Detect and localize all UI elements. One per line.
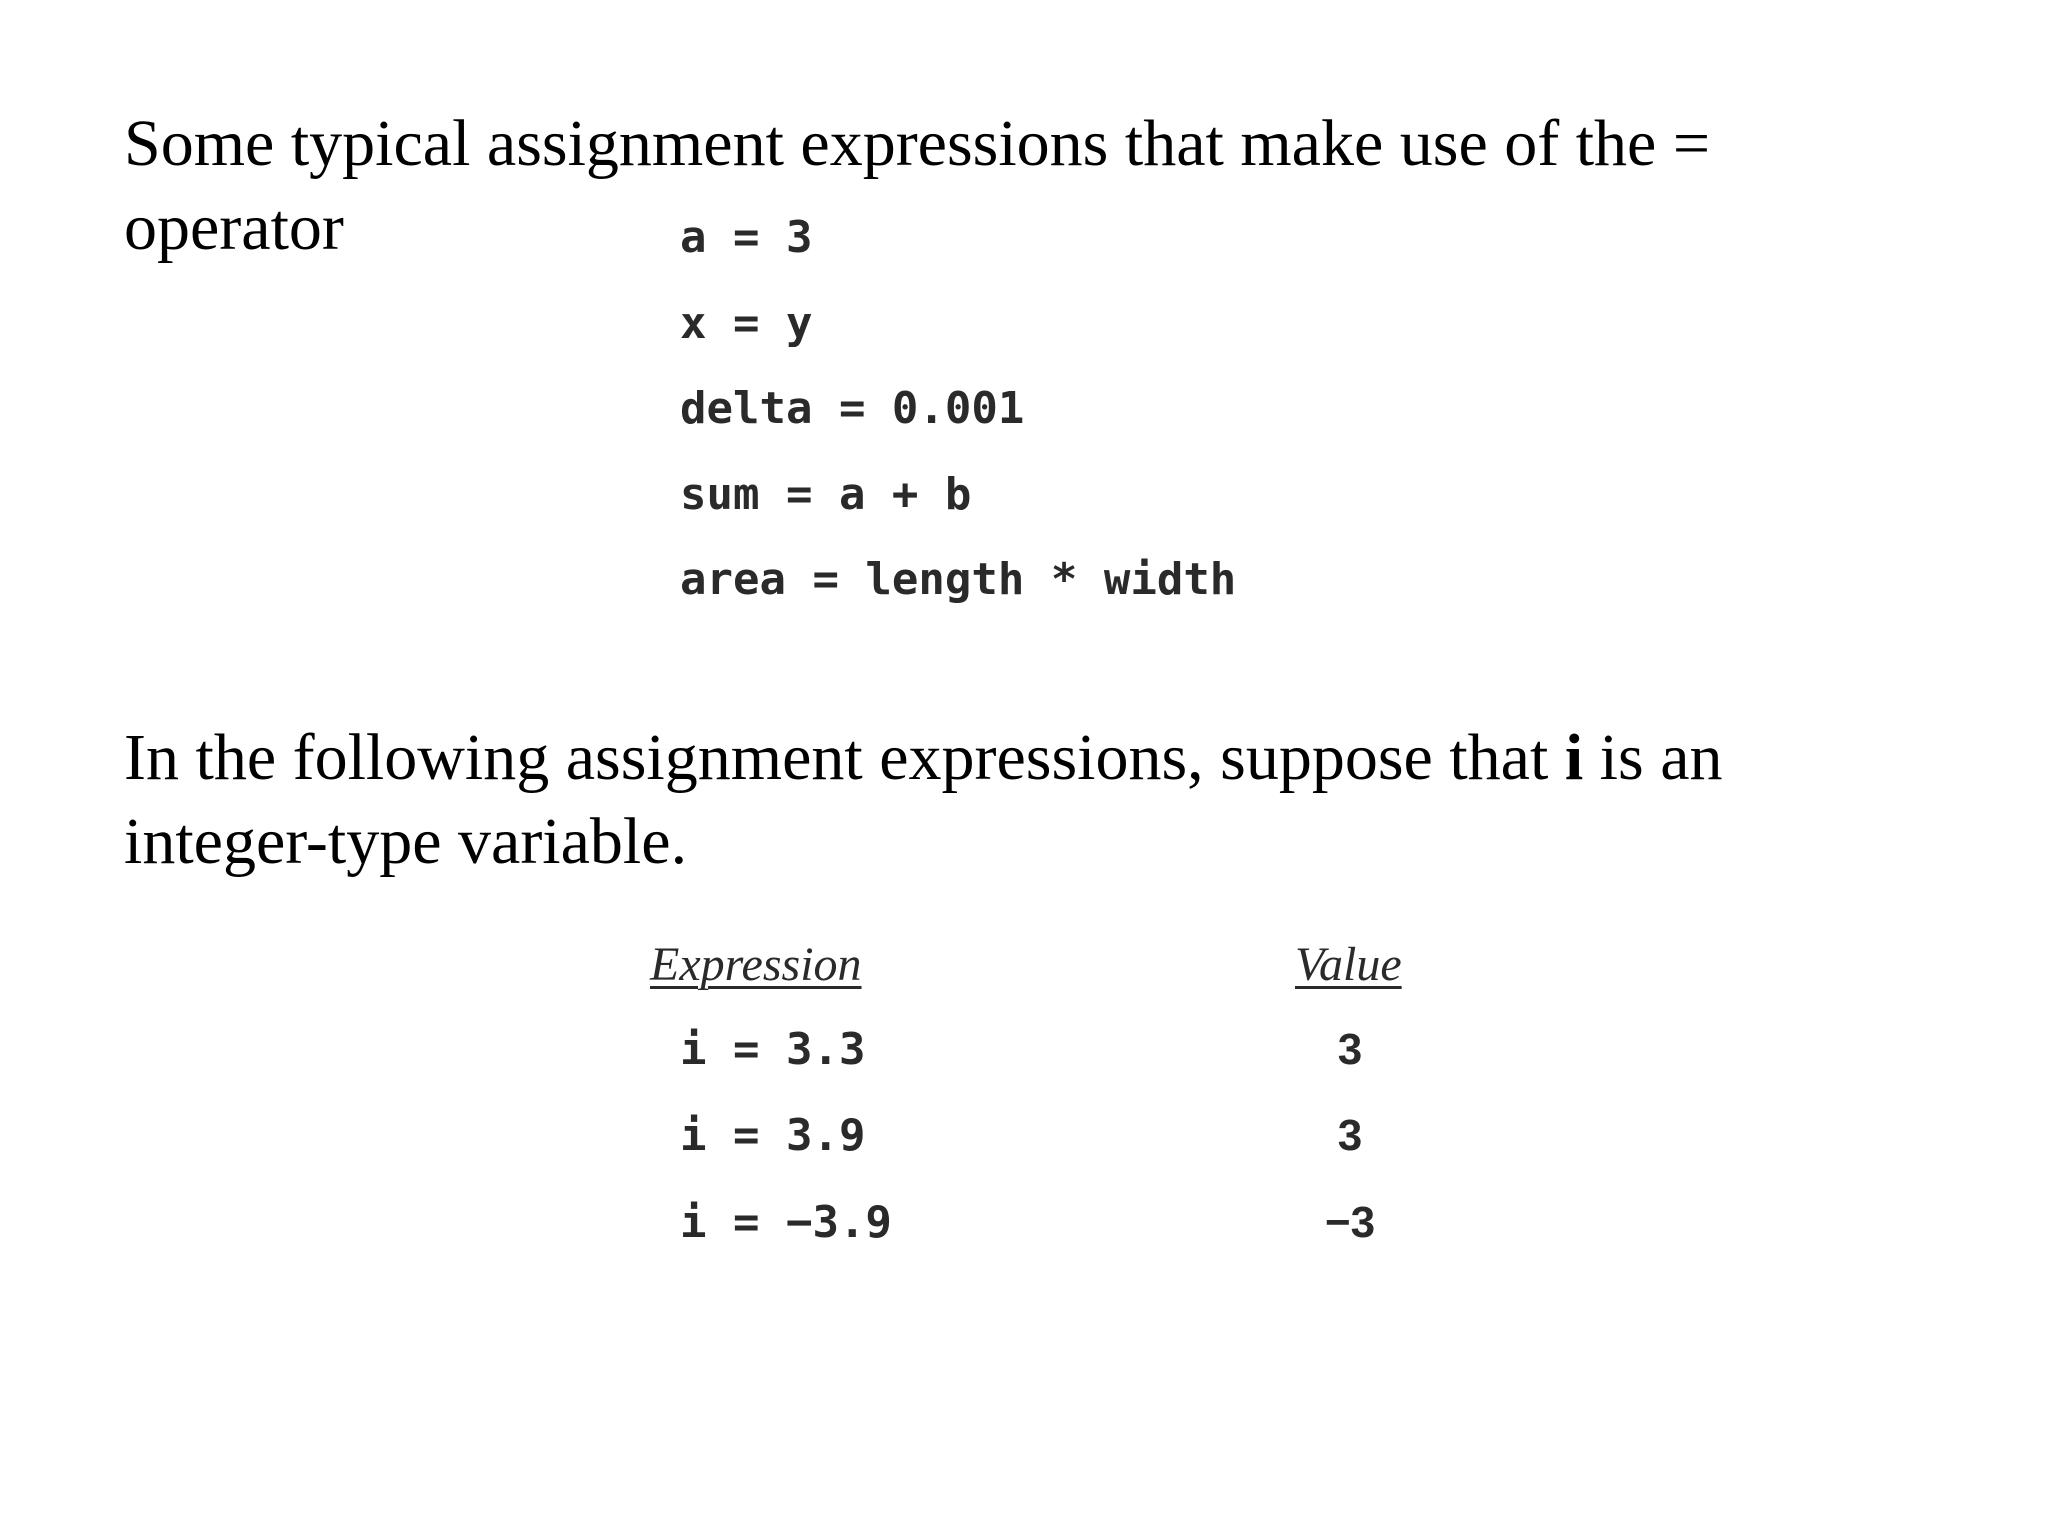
expression-cell: i = 3.9 <box>680 1110 866 1161</box>
example-line: a = 3 <box>680 212 813 263</box>
example-line: delta = 0.001 <box>680 383 1025 434</box>
example-line: sum = a + b <box>680 468 972 520</box>
note-part-2: is an <box>1583 721 1723 794</box>
value-cell: 3 <box>1337 1111 1363 1160</box>
example-line: x = y <box>680 297 813 349</box>
variable-name: i <box>1564 721 1584 794</box>
header-value: Value <box>1295 938 1402 991</box>
intro-line-1: Some typical assignment expressions that make use of the = <box>124 107 1711 180</box>
example-line: area = length * width <box>680 554 1237 605</box>
note-line-1 <box>124 716 1723 800</box>
table-row <box>650 1193 1450 1253</box>
assignment-examples <box>680 208 1236 636</box>
header-expression: Expression <box>650 938 862 991</box>
expression-cell: i = −3.9 <box>680 1197 892 1248</box>
value-cell: 3 <box>1337 1025 1363 1074</box>
note-text <box>124 716 1723 884</box>
table-row <box>650 1106 1450 1166</box>
table-row <box>650 1020 1450 1080</box>
expression-cell: i = 3.3 <box>680 1024 866 1075</box>
value-cell: −3 <box>1324 1198 1376 1247</box>
note-line-2: integer-type variable. <box>124 805 688 878</box>
note-part-1: In the following assignment expressions, suppose that <box>124 721 1565 794</box>
intro-line-2: operator <box>124 191 344 264</box>
